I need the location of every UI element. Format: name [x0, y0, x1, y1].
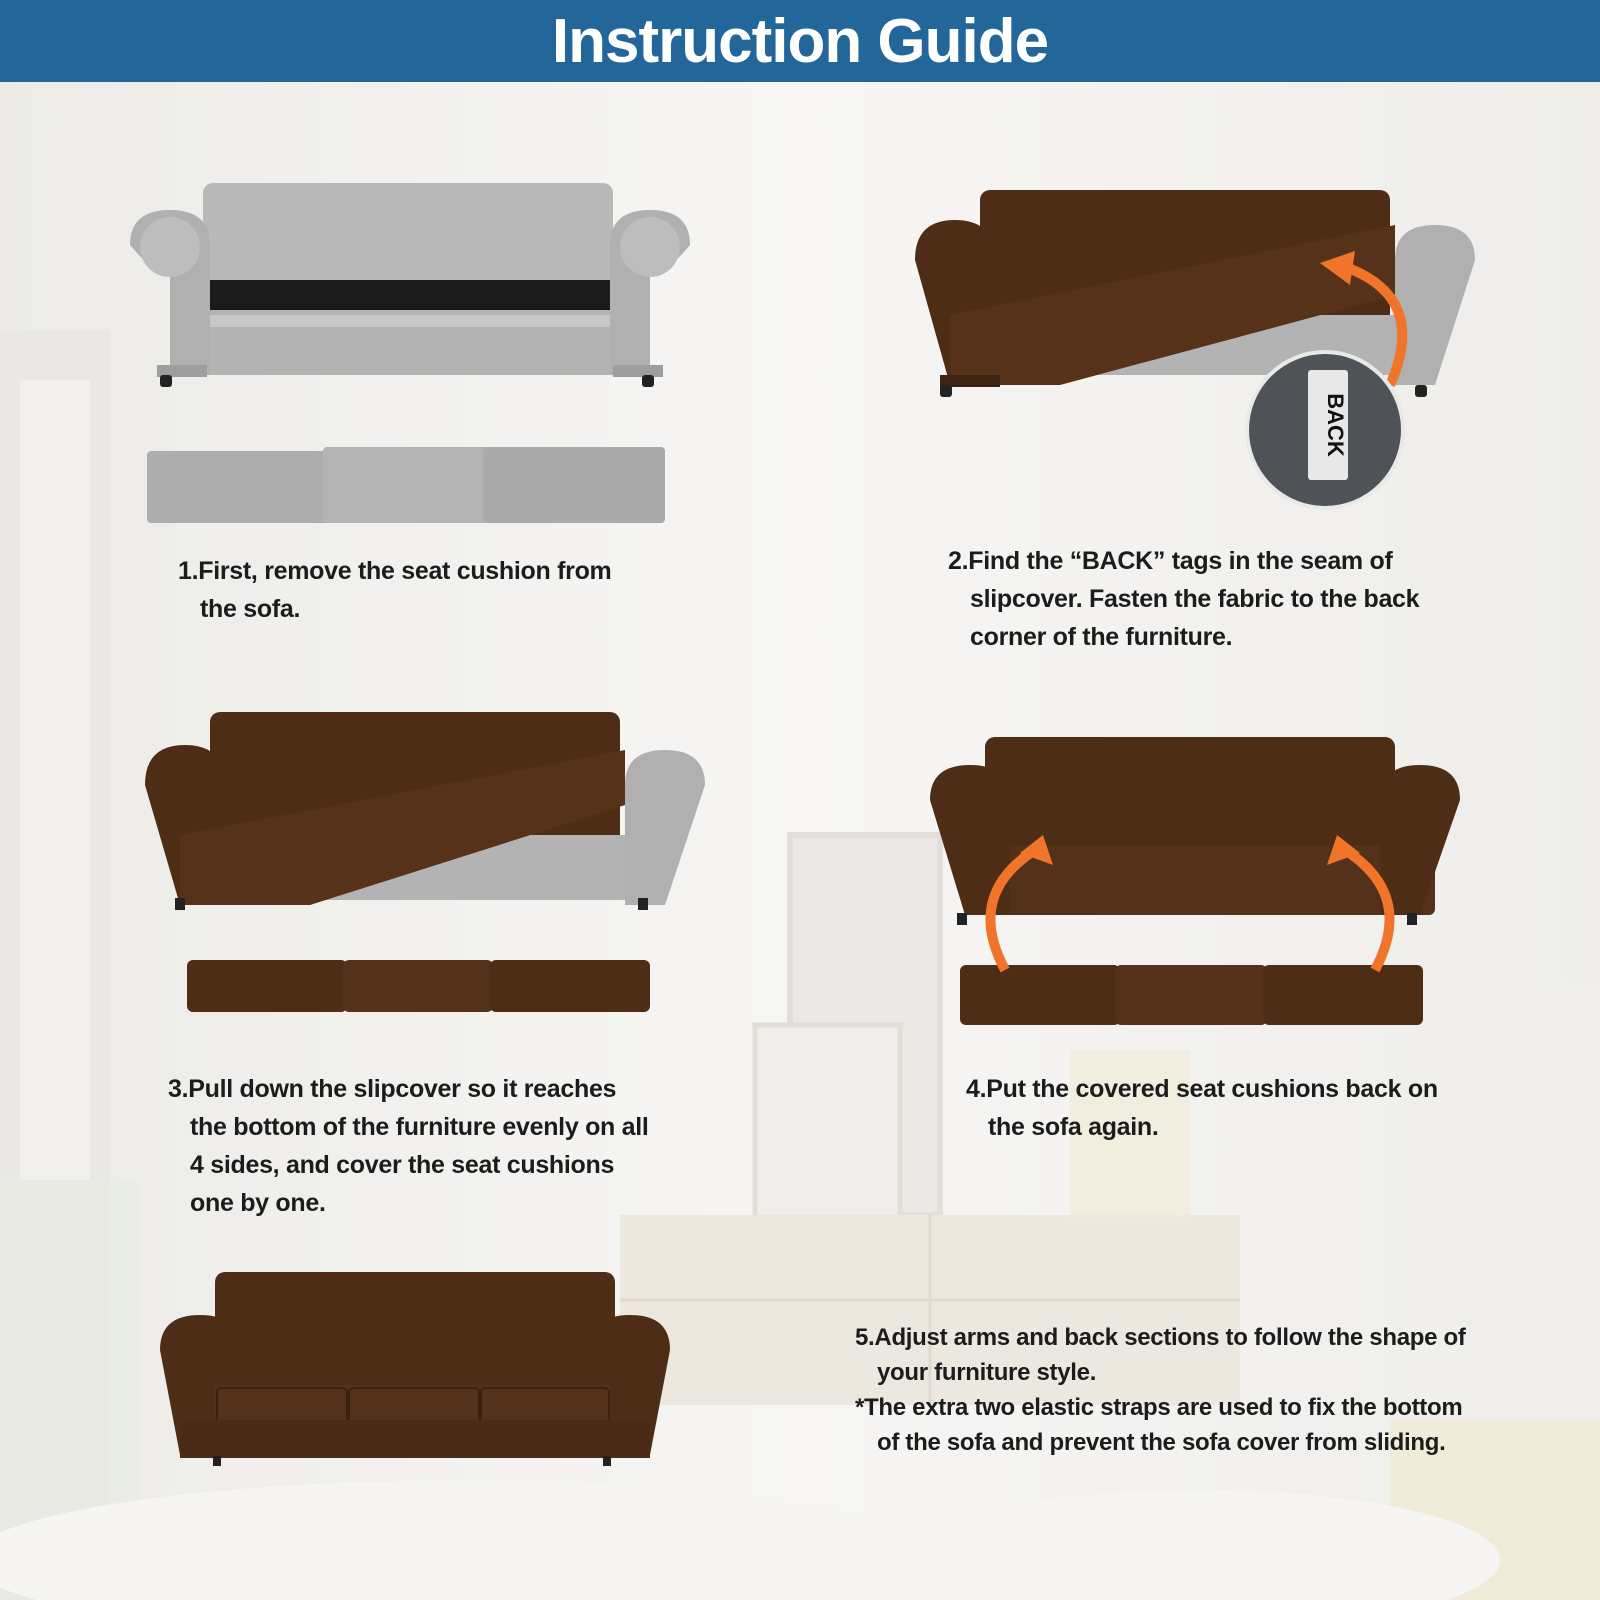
cover-pulldown-illustration	[140, 710, 710, 1040]
back-tag-label: BACK	[1323, 393, 1348, 457]
step-2-text: 2.Find the “BACK” tags in the seam of slipcover. Fasten the fabric to the back corner of the furniture.	[948, 547, 1420, 651]
step-1-text: 1.First, remove the seat cushion from the sofa.	[178, 557, 612, 623]
cushions-return-illustration	[925, 735, 1495, 1040]
title-banner	[0, 0, 1600, 82]
finished-sofa-illustration	[155, 1270, 695, 1500]
grey-sofa-illustration	[125, 175, 695, 545]
step-4-text: 4.Put the covered seat cushions back on the sofa again.	[966, 1075, 1438, 1141]
cover-fastening-illustration	[910, 185, 1480, 515]
page-title: Instruction Guide	[551, 6, 1049, 76]
step-5-note: *The extra two elastic straps are used to fix the bottom of the sofa and prevent the sofa cover from sliding.	[855, 1394, 1463, 1456]
step-5-text: 5.Adjust arms and back sections to follow the shape of your furniture style. *The extra two elastic straps are used to fix the bottom of the sofa and prevent the sofa cover from sliding.	[855, 1320, 1480, 1460]
step-3-text: 3.Pull down the slipcover so it reaches the bottom of the furniture evenly on all 4 sides, and cover the seat cushions one by one.	[168, 1075, 649, 1217]
